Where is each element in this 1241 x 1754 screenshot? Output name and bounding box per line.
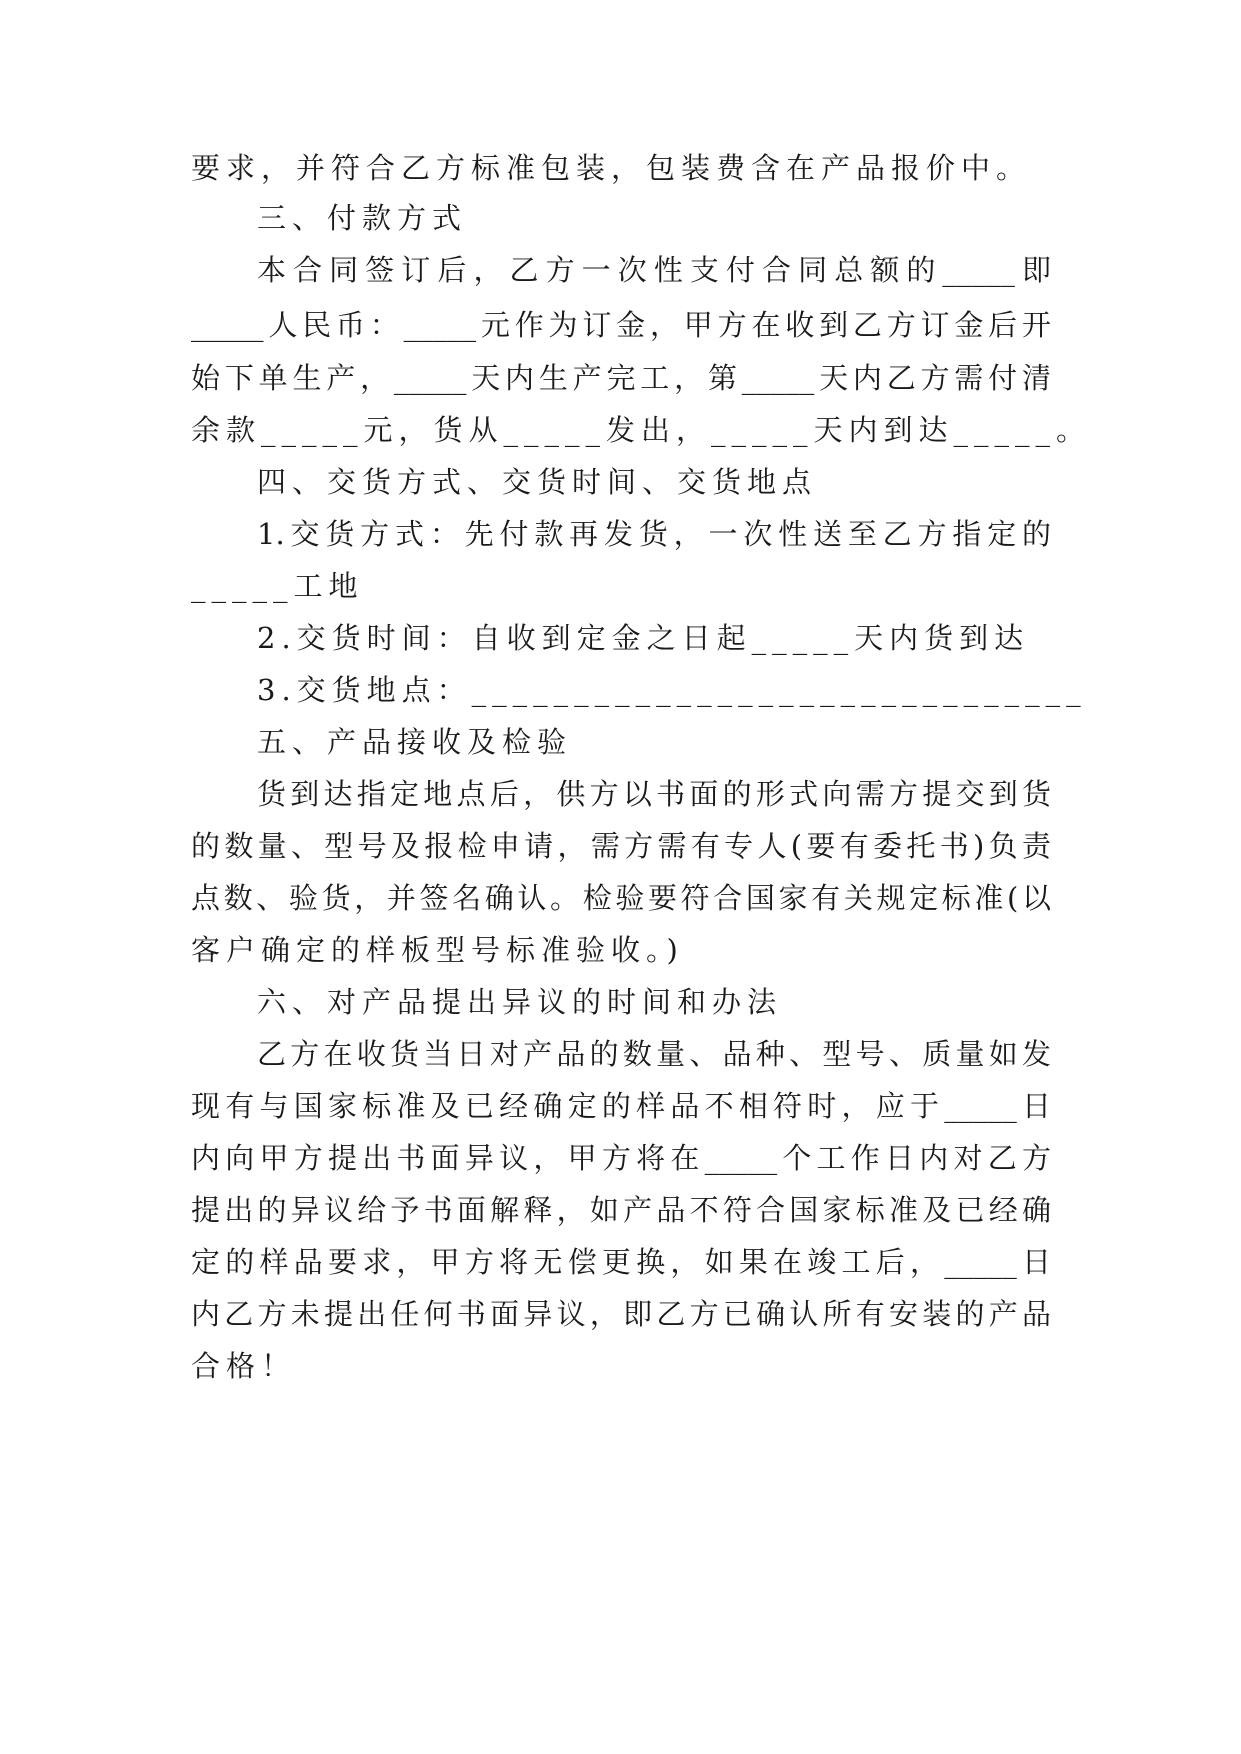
- text-line: 本合同签订后，乙方一次性支付合同总额的_____即: [257, 253, 1051, 287]
- text-line: 的数量、型号及报检申请，需方需有专人(要有委托书)负责: [191, 829, 1051, 863]
- text-line: 3.交货地点：______________________________: [257, 673, 1087, 707]
- text-line: 客户确定的样板型号标准验收。): [191, 933, 684, 967]
- text-line: 1.交货方式：先付款再发货，一次性送至乙方指定的: [257, 517, 1051, 551]
- text-line: 内乙方未提出任何书面异议，即乙方已确认所有安装的产品: [191, 1297, 1051, 1331]
- text-line: 始下单生产，_____天内生产完工，第_____天内乙方需付清: [191, 361, 1051, 395]
- text-line: 内向甲方提出书面异议，甲方将在_____个工作日内对乙方: [191, 1141, 1051, 1175]
- text-line: _____工地: [191, 569, 364, 603]
- text-line: 货到达指定地点后，供方以书面的形式向需方提交到货: [257, 777, 1051, 811]
- section-heading-payment: 三、付款方式: [257, 201, 468, 235]
- text-line: _____人民币：_____元作为订金，甲方在收到乙方订金后开: [191, 308, 1051, 342]
- text-line: 要求，并符合乙方标准包装，包装费含在产品报价中。: [191, 151, 1032, 185]
- text-line: 余款_____元，货从_____发出，_____天内到达_____。: [191, 413, 1092, 447]
- section-heading-objection: 六、对产品提出异议的时间和办法: [257, 985, 783, 1019]
- text-line: 定的样品要求，甲方将无偿更换，如果在竣工后，_____日: [191, 1245, 1051, 1279]
- section-heading-delivery: 四、交货方式、交货时间、交货地点: [257, 465, 818, 499]
- text-line: 提出的异议给予书面解释，如产品不符合国家标准及已经确: [191, 1193, 1051, 1227]
- text-line: 合格！: [191, 1349, 297, 1383]
- section-heading-inspection: 五、产品接收及检验: [257, 725, 573, 759]
- text-line: 现有与国家标准及已经确定的样品不相符时，应于_____日: [191, 1089, 1051, 1123]
- text-line: 点数、验货，并签名确认。检验要符合国家有关规定标准(以: [191, 881, 1051, 915]
- text-line: 2.交货时间：自收到定金之日起_____天内货到达: [257, 621, 1030, 655]
- text-line: 乙方在收货当日对产品的数量、品种、型号、质量如发: [257, 1037, 1051, 1071]
